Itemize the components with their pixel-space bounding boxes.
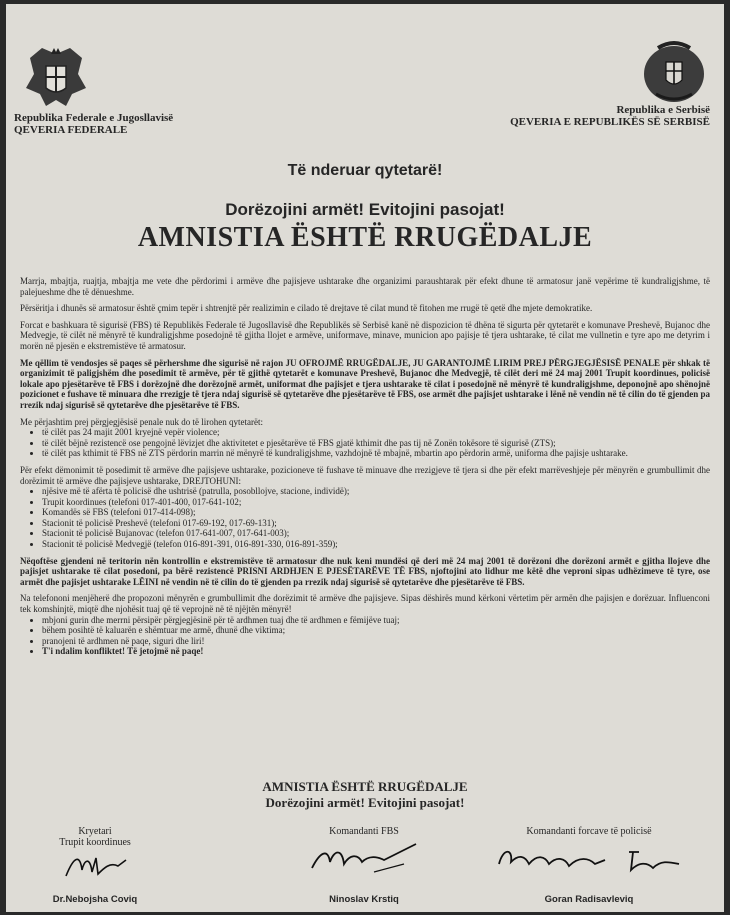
signature-block-coordinator	[20, 826, 170, 906]
list-item: • Stacionit të policisë Bujanovac (telefon 017-641-007, 017-641-003);	[42, 528, 710, 539]
signature-title: Komandanti forcave të policisë	[526, 826, 652, 837]
list-item: • bëhem posihtë të kaluarën e shëmtuar me armë, dhunë dhe viktima;	[42, 625, 710, 636]
list-item: • të cilët bëjnë rezistencë ose pengojnë lëvizjet dhe aktivitetet e pjesëtarëve të FBS gjatë kthimit dhe pas tij në Zonën tokësore të sigurisë (ZTS);	[42, 438, 710, 449]
handwritten-signature-icon	[489, 840, 689, 880]
list-item: • të cilët pas kthimit të FBS në ZTS përdorin marrin në mënyrë të kundraligjshme, vazhdojnë të mbajnë, mbartin apo përdorin armë, uniforma dhe pajisje ushtarake.	[42, 448, 710, 459]
header-left	[14, 112, 173, 136]
list-item: • Komandës së FBS (telefoni 017-414-098);	[42, 507, 710, 518]
leaflet-page	[6, 4, 724, 912]
headline: AMNISTIA ËSHTË RRUGËDALJE	[137, 222, 593, 253]
exceptions-list	[20, 427, 710, 459]
signature-block-police-commander	[474, 826, 704, 906]
signature-name: Goran Radisavleviq	[544, 894, 634, 905]
slogan: Dorëzojini armët! Evitojini pasojat!	[225, 200, 505, 219]
paragraph-2: Përsëritja i dhunës së armatosur është çmim tepër i shtrenjtë për realizimin e cilado të drejtave të cilat mund të fitohen me rrugë të qetë dhe mjete demokratike.	[20, 303, 593, 314]
paragraph-extremist-territory: Nëqoftëse gjendeni në teritorin nën kontrollin e ekstremistëve të armatosur dhe nuk keni mundësi që deri më 24 maj 2001 të dorëzoni dhe dorëzoni armët e gjitha llojeve dhe pajisjet ushtarake të cilat posedoni, pa bërë rezistencë PRISNI ARDHJEN E PJESËTARËVE TË FBS, njoftojini ato lidhur me këtë dhe veproni sipas udhëzimeve të tyre, ose armët dhe pajisjet ushtarake LËINI në vendin në të cilin do të gjenden pa rrezik ndaj sigurisë së qytetarëve dhe pjesëtarëve të FBS.	[20, 555, 710, 587]
signature-name: Ninoslav Krstiq	[329, 894, 399, 905]
paragraph-1: Marrja, mbajtja, ruajtja, mbajtja me vete dhe përdorimi i armëve dhe pajisjeve ushtarake dhe organizimi paraushtarak për efekt dhune të armatosur janë vepërime të kundraligjshme, të palejueshme dhe të dënueshme.	[20, 276, 710, 297]
header-right	[510, 104, 710, 128]
paragraph-contact-intro: Për efekt dëmonimit të posedimit të armëve dhe pajisjeve ushtarake, pozicioneve të fushave të minuave dhe rrezigjeve të tjera si dhe për efekt marrëveshjeje për mënyrën e grumbullimit dhe dorëzimit të armëve dhe pajisjeve ushtarake, DREJTOHUNI:	[20, 464, 710, 486]
closing-slogan: Dorëzojini armët! Evitojini pasojat!	[265, 795, 465, 810]
handwritten-signature-icon	[304, 838, 424, 878]
handwritten-signature-icon	[60, 850, 130, 882]
list-item-final-appeal: • T'i ndalim konfliktet! Të jetojmë në paqe!	[42, 646, 710, 657]
list-item: • Stacionit të policisë Preshevë (telefoni 017-69-192, 017-69-131);	[42, 518, 710, 529]
list-item: • pranojeni të ardhmen në paqe, siguri dhe liri!	[42, 636, 710, 647]
yugoslav-coat-of-arms-icon	[20, 44, 92, 110]
closing-headline: AMNISTIA ËSHTË RRUGËDALJE	[262, 779, 468, 794]
header-right-country: Republika e Serbisë	[616, 104, 710, 116]
contacts-list	[20, 486, 710, 550]
list-item: • mbjoni gurin dhe merrni përsipër përgjegjësinë për të ardhmen tuaj dhe të ardhmen e fëmijëve tuaj;	[42, 615, 710, 626]
paragraph-call-to-action: Na telefononi menjëherë dhe propozoni mënyrën e grumbullimit dhe dorëzimit të armëve dhe pajisjeve. Sipas dëshirës mund kërkoni vërtetim për armën dhe pajisjen e dorëzuar. Influenconi tek komshinjtë, miqtë dhe njohësit tuaj që të veprojnë në të njëjtën mënyrë!	[20, 593, 710, 615]
signature-name: Dr.Nebojsha Coviq	[52, 894, 138, 905]
list-item: • Stacionit të policisë Medvegjë (telefon 016-891-391, 016-891-330, 016-891-359);	[42, 539, 710, 550]
list-item: • Trupit koordinues (telefoni 017-401-400, 017-641-102;	[42, 497, 710, 508]
signature-title: Kryetari Trupit koordinues	[59, 826, 131, 848]
header-left-country: Republika Federale e Jugosllavisë	[14, 112, 174, 124]
signature-block-fbs-commander	[274, 826, 454, 906]
list-item: • të cilët pas 24 majit 2001 kryejnë vepër violence;	[42, 427, 710, 438]
list-item: • njësive më të afërta të policisë dhe ushtrisë (patrulla, posobllojve, stacione, individë);	[42, 486, 710, 497]
greeting: Të nderuar qytetarë!	[287, 162, 443, 179]
signature-title: Komandanti FBS	[329, 826, 399, 837]
paragraph-3: Forcat e bashkuara të sigurisë (FBS) të Republikës Federale të Jugosllavisë dhe Republikës së Serbisë kanë në dispozicion të dhëna të sigurta për qytetarët e komunave Preshevë, Bujanoc dhe Medvegje, të cilët në mënyrë të kundraligjshme posedojnë të gjitha llojet e armëve, uniformave, minave, municion apo pajisje të tjera ushtarake, të cilat me vullnetin e tyre apo me detyrim i morën në pjesën e ekstremistëve të armatosur.	[20, 319, 710, 351]
paragraph-exceptions: Me përjashtim prej përgjegjësisë penale nuk do të lirohen qytetarët:	[20, 416, 264, 427]
header-left-government: QEVERIA FEDERALE	[14, 124, 128, 136]
paragraph-amnesty-offer: Me qëllim të vendosjes së paqes së përhershme dhe sigurisë në rajon JU OFROJMË RRUGËDALJE, JU GARANTOJMË LIRIM PREJ PËRGJEGJËSISË PENALE për shkak të organizimit të paligjshëm dhe posedimit të armëve, për të gjithë qytetarët e komunave Preshevë, Bujanoc dhe Medvegjë, të cilët deri më 24 maj 2001 Trupit koordinues, policisë lokale apo pjesëtarëve të FBS i dorëzojnë dhe dorëzojnë armët, uniformat dhe pajisjet e tjera ushtarake të cilat i posedojnë në mënyrë të kundraligjshme, deponojnë apo shënojnë pozicionet e fushave të minuara dhe rrezigje të tjera ndaj sigurisë së qytetarëve dhe pjesëtarëve të FBS, ose armët dhe pajisjet ushtarake i lënë në vendin në të cilin do të gjenden pa rrezik ndaj sigurisë së qytetarëve dhe pjesëtarëve të FBS.	[20, 357, 710, 410]
appeals-list	[20, 615, 710, 657]
body-text	[20, 276, 710, 663]
serbian-coat-of-arms-icon	[638, 38, 710, 106]
header-right-government: QEVERIA E REPUBLIKËS SË SERBISË	[510, 116, 710, 128]
